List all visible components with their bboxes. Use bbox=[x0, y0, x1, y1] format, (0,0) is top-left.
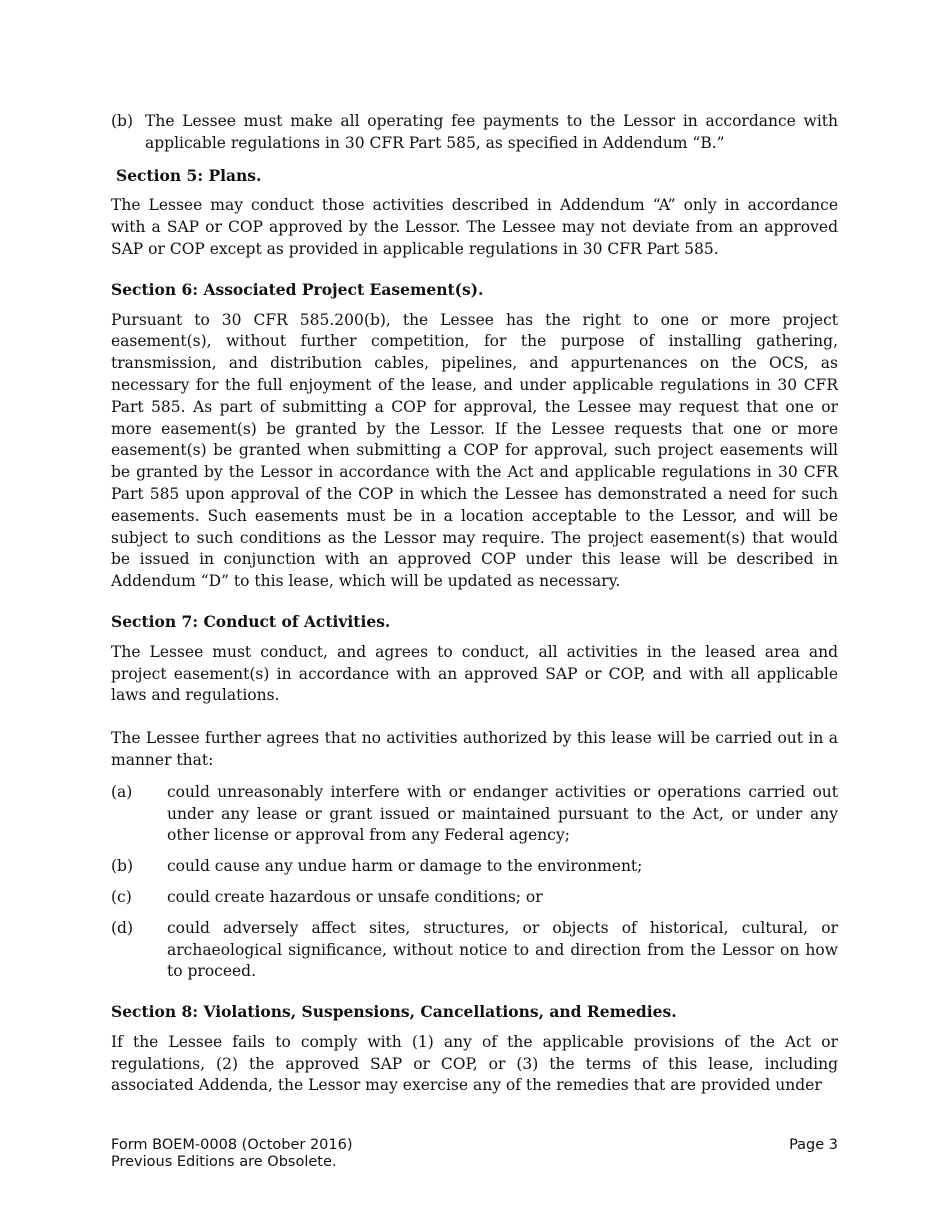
item-label: (b) bbox=[111, 112, 134, 130]
section-5-heading: Section 5: Plans. bbox=[116, 165, 262, 185]
list-item-text: could create hazardous or unsafe conditions; or bbox=[167, 887, 543, 906]
section-5-body: The Lessee may conduct those activities described in Addendum “A” only in accordance with a SAP or COP approved by the Lessor. The Lessee may not deviate from an approved SAP or COP except as provided in applicable regulations in 30 CFR Part 585. bbox=[111, 196, 838, 258]
page-number: Page 3 bbox=[789, 1137, 838, 1153]
obsolete-editions-note: Previous Editions are Obsolete. bbox=[111, 1154, 337, 1170]
list-item-text: could adversely affect sites, structures, or objects of historical, cultural, or archaeological significance, without notice to and direction from the Lessor on how to proceed. bbox=[167, 918, 838, 981]
list-item-label: (b) bbox=[111, 857, 134, 876]
page-body bbox=[111, 111, 838, 1107]
list-item-label: (c) bbox=[111, 887, 132, 906]
list-item bbox=[111, 887, 838, 909]
form-identifier: Form BOEM-0008 (October 2016) bbox=[111, 1137, 353, 1153]
list-item-label: (d) bbox=[111, 918, 134, 937]
section-7-heading: Section 7: Conduct of Activities. bbox=[111, 611, 391, 631]
section-8-heading: Section 8: Violations, Suspensions, Cancellations, and Remedies. bbox=[111, 1002, 677, 1022]
section-7-body-1: The Lessee must conduct, and agrees to conduct, all activities in the leased area and project easement(s) in accordance with an approved SAP or COP, and with all applicable laws and regulations. bbox=[111, 642, 838, 705]
section-7-body-2: The Lessee further agrees that no activities authorized by this lease will be carried out in a manner that: bbox=[111, 729, 838, 769]
list-item bbox=[111, 782, 838, 847]
list-item bbox=[111, 918, 838, 983]
list-item-text: could unreasonably interfere with or endanger activities or operations carried out under any lease or grant issued or maintained pursuant to the Act, or under any other license or approval from any Federal agency; bbox=[167, 782, 838, 845]
section-8-body: If the Lessee fails to comply with (1) any of the applicable provisions of the Act or regulations, (2) the approved SAP or COP, or (3) the terms of this lease, including associated Addenda, the Lessor may exercise any of the remedies that are provided under bbox=[111, 1032, 838, 1095]
section-6-body: Pursuant to 30 CFR 585.200(b), the Lessee has the right to one or more project easement(s), without further competition, for the purpose of installing gathering, transmission, and distribution cables, pipelines, and appurtenances on the OCS, as necessary for the full enjoyment of the lease, and under applicable regulations in 30 CFR Part 585. As part of submitting a COP for approval, the Lessee may request that one or more easement(s) be granted by the Lessor. If the Lessee requests that one or more easement(s) be granted when submitting a COP for approval, such project easements will be granted by the Lessor in accordance with the Act and applicable regulations in 30 CFR Part 585 upon approval of the COP in which the Lessee has demonstrated a need for such easements. Such easements must be in a location acceptable to the Lessor, and will be subject to such conditions as the Lessor may require. The project easement(s) that would be issued in conjunction with an approved COP under this lease will be described in Addendum “D” to this lease, which will be updated as necessary. bbox=[111, 310, 838, 591]
section-6-heading: Section 6: Associated Project Easement(s). bbox=[111, 279, 484, 299]
item-b-operating-fees bbox=[111, 111, 838, 155]
page-footer bbox=[111, 1137, 838, 1171]
list-item-label: (a) bbox=[111, 782, 133, 801]
list-item bbox=[111, 856, 838, 878]
list-item-text: could cause any undue harm or damage to the environment; bbox=[167, 857, 643, 876]
item-text: The Lessee must make all operating fee payments to the Lessor in accordance with applicable regulations in 30 CFR Part 585, as specified in Addendum “B.” bbox=[145, 112, 838, 152]
